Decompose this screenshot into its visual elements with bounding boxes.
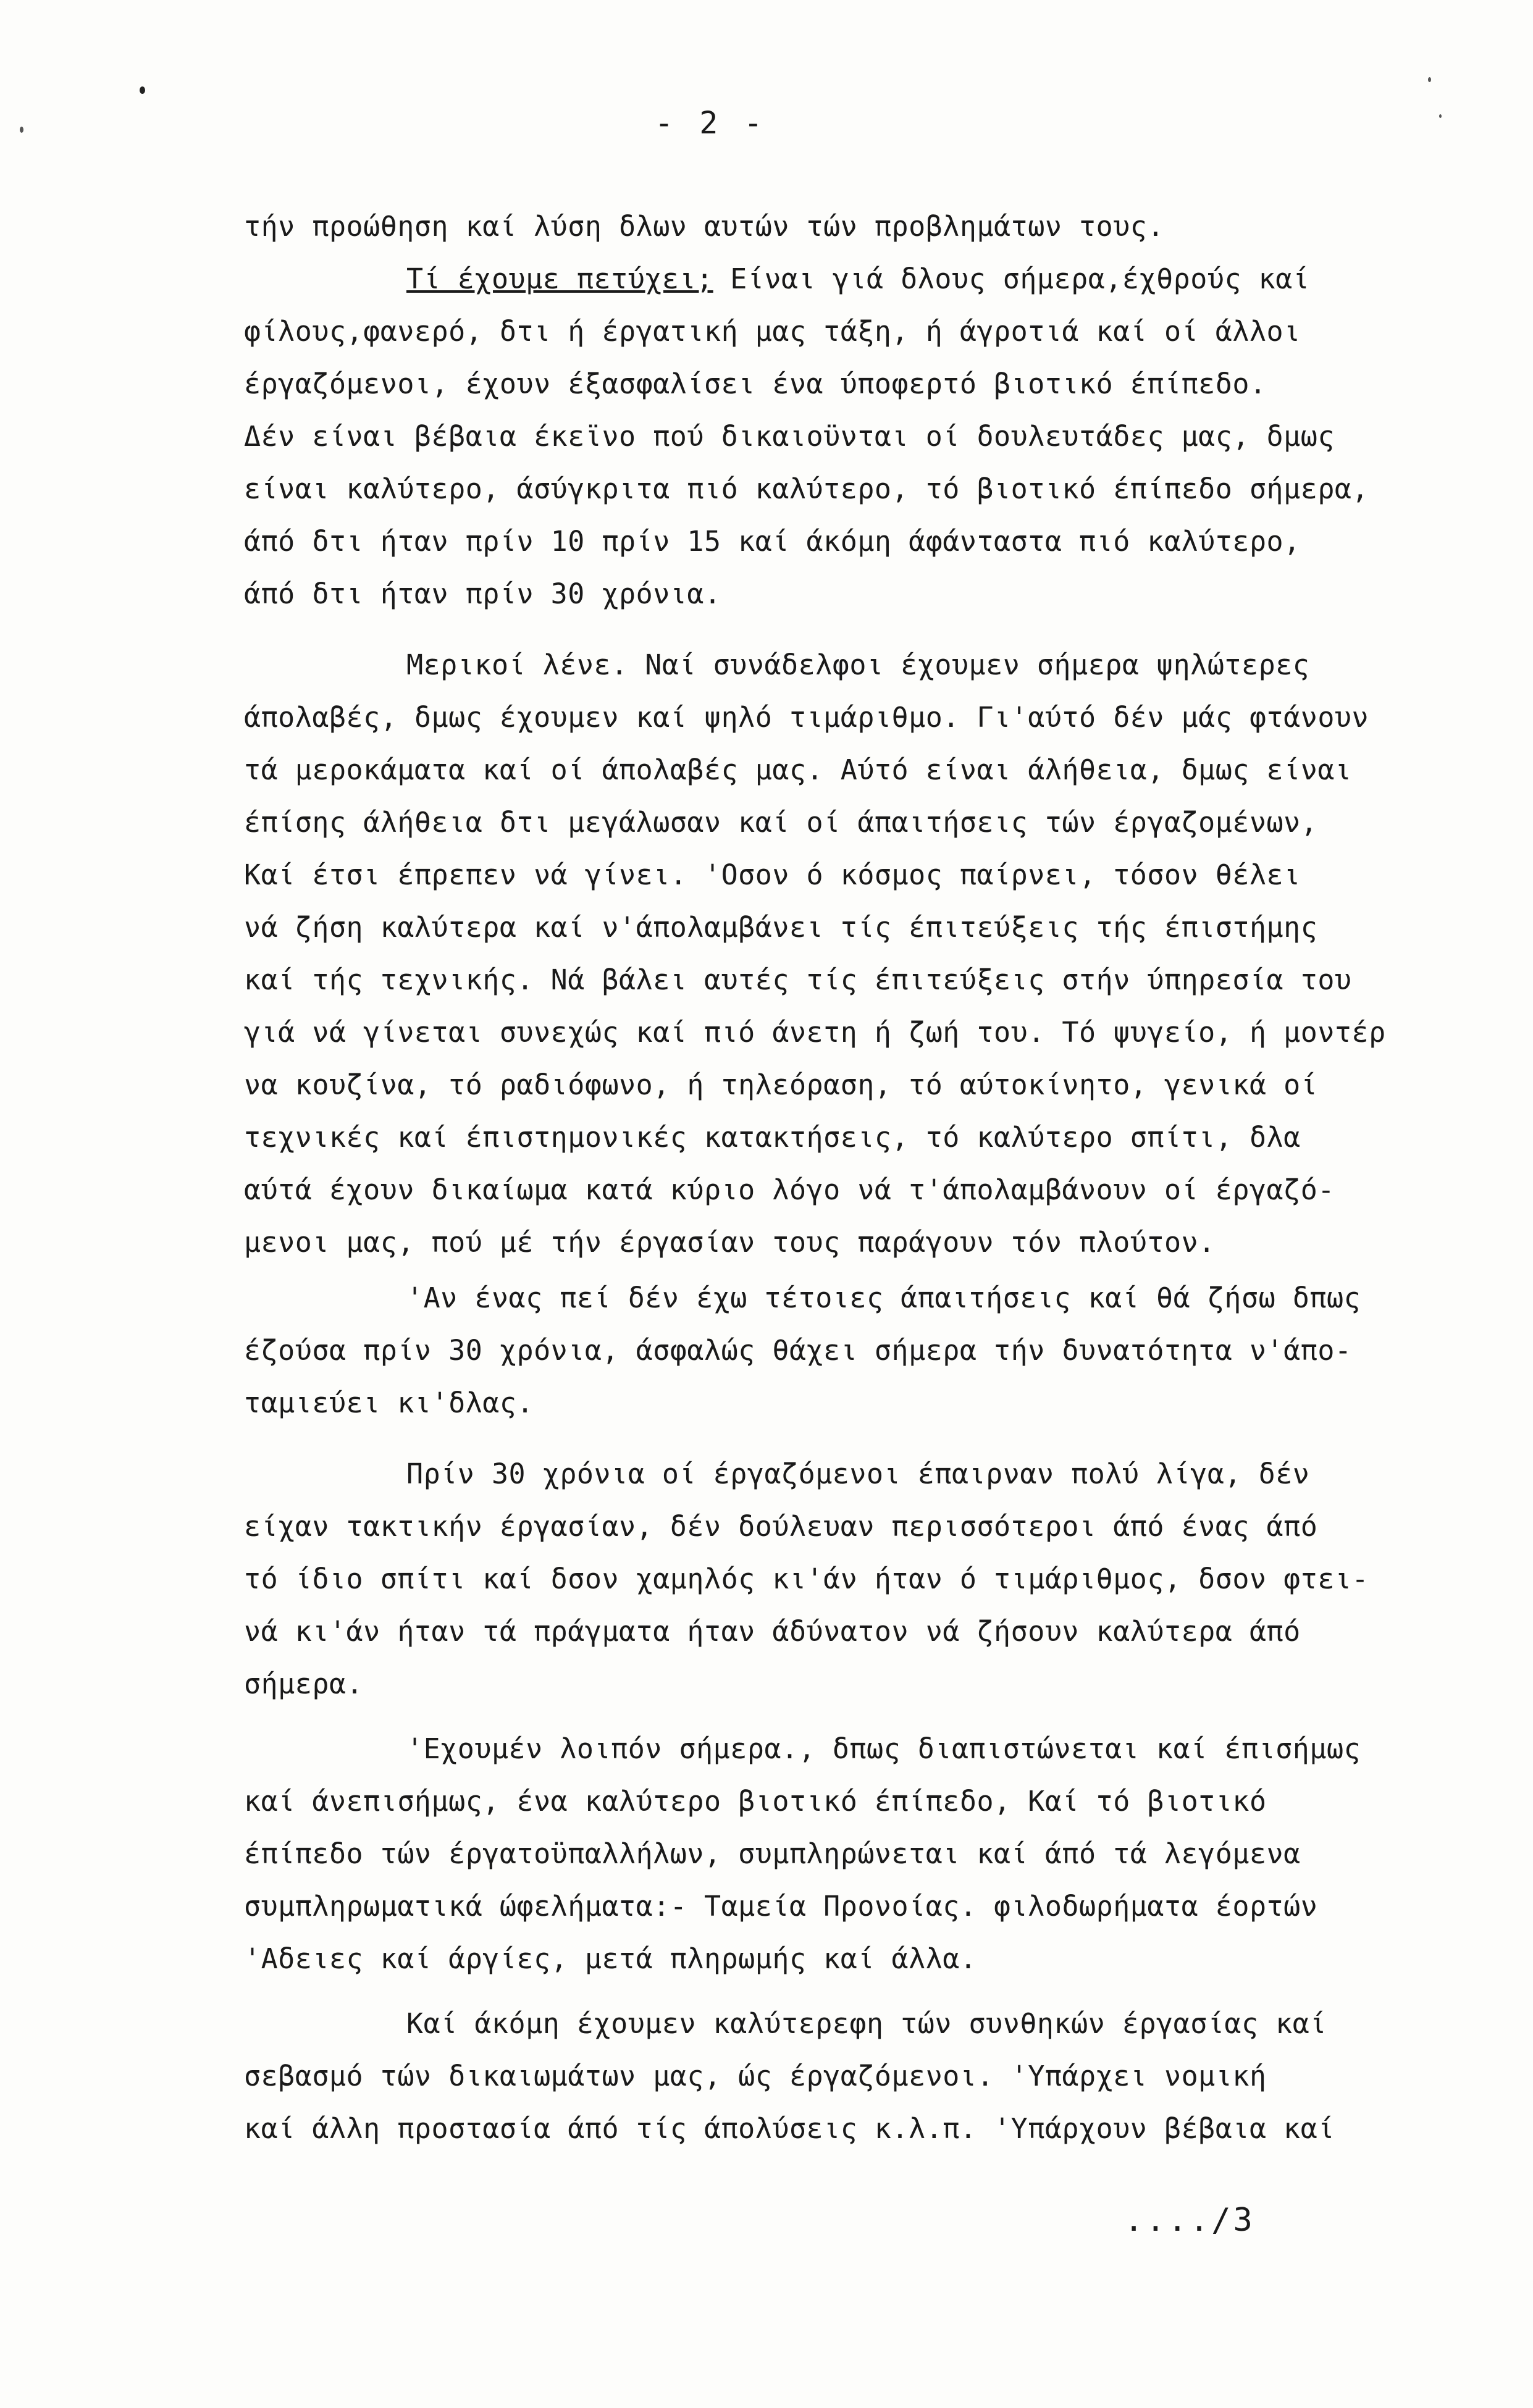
text-line-paragraph-start: 'Αν ένας πεί δέν έχω τέτοιες άπαιτήσεις καί θά ζήσω δπως (406, 1282, 1361, 1314)
text-line-paragraph-start: 'Εχουμέν λοιπόν σήμερα., δπως διαπιστώνεται καί έπισήμως (406, 1732, 1361, 1765)
text-line: συμπληρωματικά ώφελήματα:- Ταμεία Προνοίας. φιλοδωρήματα έορτών (244, 1890, 1318, 1923)
page-number: - 2 - (655, 105, 766, 141)
text-line: τήν προώθηση καί λύση δλων αυτών τών προβλημάτων τους. (244, 210, 1164, 243)
text-line: τεχνικές καί έπιστημονικές κατακτήσεις, τό καλύτερο σπίτι, δλα (244, 1121, 1301, 1154)
text-line: άπολαβές, δμως έχουμεν καί ψηλό τιμάριθμο. Γι'αύτό δέν μάς φτάνουν (244, 701, 1369, 734)
text-line: αύτά έχουν δικαίωμα κατά κύριο λόγο νά τ'άπολαμβάνουν οί έργαζό- (244, 1173, 1335, 1206)
margin-mark-top-left (140, 86, 145, 94)
text-line: νά ζήση καλύτερα καί ν'άπολαμβάνει τίς έπιτεύξεις τής έπιστήμης (244, 911, 1318, 944)
text-line: άπό δτι ήταν πρίν 30 χρόνια. (244, 577, 721, 610)
text-line: γιά νά γίνεται συνεχώς καί πιό άνετη ή ζωή του. Τό ψυγείο, ή μοντέρ (244, 1016, 1386, 1049)
margin-speck-top-right (1428, 77, 1431, 82)
text-line: 'Αδειες καί άργίες, μετά πληρωμής καί άλλα. (244, 1942, 977, 1975)
text-line: καί τής τεχνικής. Νά βάλει αυτές τίς έπιτεύξεις στήν ύπηρεσία του (244, 963, 1352, 996)
question-rest: Είναι γιά δλους σήμερα,έχθρούς καί (713, 262, 1310, 295)
margin-speck-top-right-2 (1439, 114, 1442, 118)
text-line: έργαζόμενοι, έχουν έξασφαλίσει ένα ύποφερτό βιοτικό έπίπεδο. (244, 367, 1267, 400)
text-line-paragraph-start: Καί άκόμη έχουμεν καλύτερεφη τών συνθηκών έργασίας καί (406, 2007, 1327, 2040)
text-line: νά κι'άν ήταν τά πράγματα ήταν άδύνατον νά ζήσουν καλύτερα άπό (244, 1615, 1301, 1648)
text-line: καί άλλη προστασία άπό τίς άπολύσεις κ.λ.π. 'Υπάρχουν βέβαια καί (244, 2112, 1335, 2145)
text-line: Καί έτσι έπρεπεν νά γίνει. 'Οσον ό κόσμος παίρνει, τόσον θέλει (244, 858, 1301, 891)
continuation-marker: ..../3 (1124, 2202, 1255, 2239)
text-line-paragraph-start: Πρίν 30 χρόνια οί έργαζόμενοι έπαιρναν πολύ λίγα, δέν (406, 1458, 1310, 1490)
text-line-paragraph-start (406, 262, 1309, 295)
text-line: έπίσης άλήθεια δτι μεγάλωσαν καί οί άπαιτήσεις τών έργαζομένων, (244, 806, 1318, 839)
text-line: έπίπεδο τών έργατοϋπαλλήλων, συμπληρώνεται καί άπό τά λεγόμενα (244, 1837, 1301, 1870)
text-line: άπό δτι ήταν πρίν 10 πρίν 15 καί άκόμη άφάνταστα πιό καλύτερο, (244, 525, 1301, 558)
text-line: έζούσα πρίν 30 χρόνια, άσφαλώς θάχει σήμερα τήν δυνατότητα ν'άπο- (244, 1334, 1352, 1367)
text-line: σεβασμό τών δικαιωμάτων μας, ώς έργαζόμενοι. 'Υπάρχει νομική (244, 2060, 1267, 2092)
text-line: ταμιεύει κι'δλας. (244, 1386, 534, 1419)
margin-speck-left (20, 127, 23, 133)
text-line: είχαν τακτικήν έργασίαν, δέν δούλευαν περισσότεροι άπό ένας άπό (244, 1510, 1318, 1543)
text-line: τά μεροκάματα καί οί άπολαβές μας. Αύτό είναι άλήθεια, δμως είναι (244, 753, 1352, 786)
text-line: καί άνεπισήμως, ένα καλύτερο βιοτικό έπίπεδο, Καί τό βιοτικό (244, 1785, 1267, 1818)
text-line: φίλους,φανερό, δτι ή έργατική μας τάξη, ή άγροτιά καί οί άλλοι (244, 315, 1301, 348)
underlined-question: Τί έχουμε πετύχει; (406, 262, 713, 295)
text-line: σήμερα. (244, 1668, 364, 1700)
text-line: τό ίδιο σπίτι καί δσον χαμηλός κι'άν ήταν ό τιμάριθμος, δσον φτει- (244, 1563, 1369, 1595)
text-line: να κουζίνα, τό ραδιόφωνο, ή τηλεόραση, τό αύτοκίνητο, γενικά οί (244, 1068, 1318, 1101)
text-line: είναι καλύτερο, άσύγκριτα πιό καλύτερο, τό βιοτικό έπίπεδο σήμερα, (244, 472, 1369, 505)
text-line: Δέν είναι βέβαια έκεϊνο πού δικαιοϋνται οί δουλευτάδες μας, δμως (244, 420, 1335, 453)
text-line: μενοι μας, πού μέ τήν έργασίαν τους παράγουν τόν πλούτον. (244, 1226, 1216, 1259)
text-line-paragraph-start: Μερικοί λένε. Ναί συνάδελφοι έχουμεν σήμερα ψηλώτερες (406, 648, 1310, 681)
